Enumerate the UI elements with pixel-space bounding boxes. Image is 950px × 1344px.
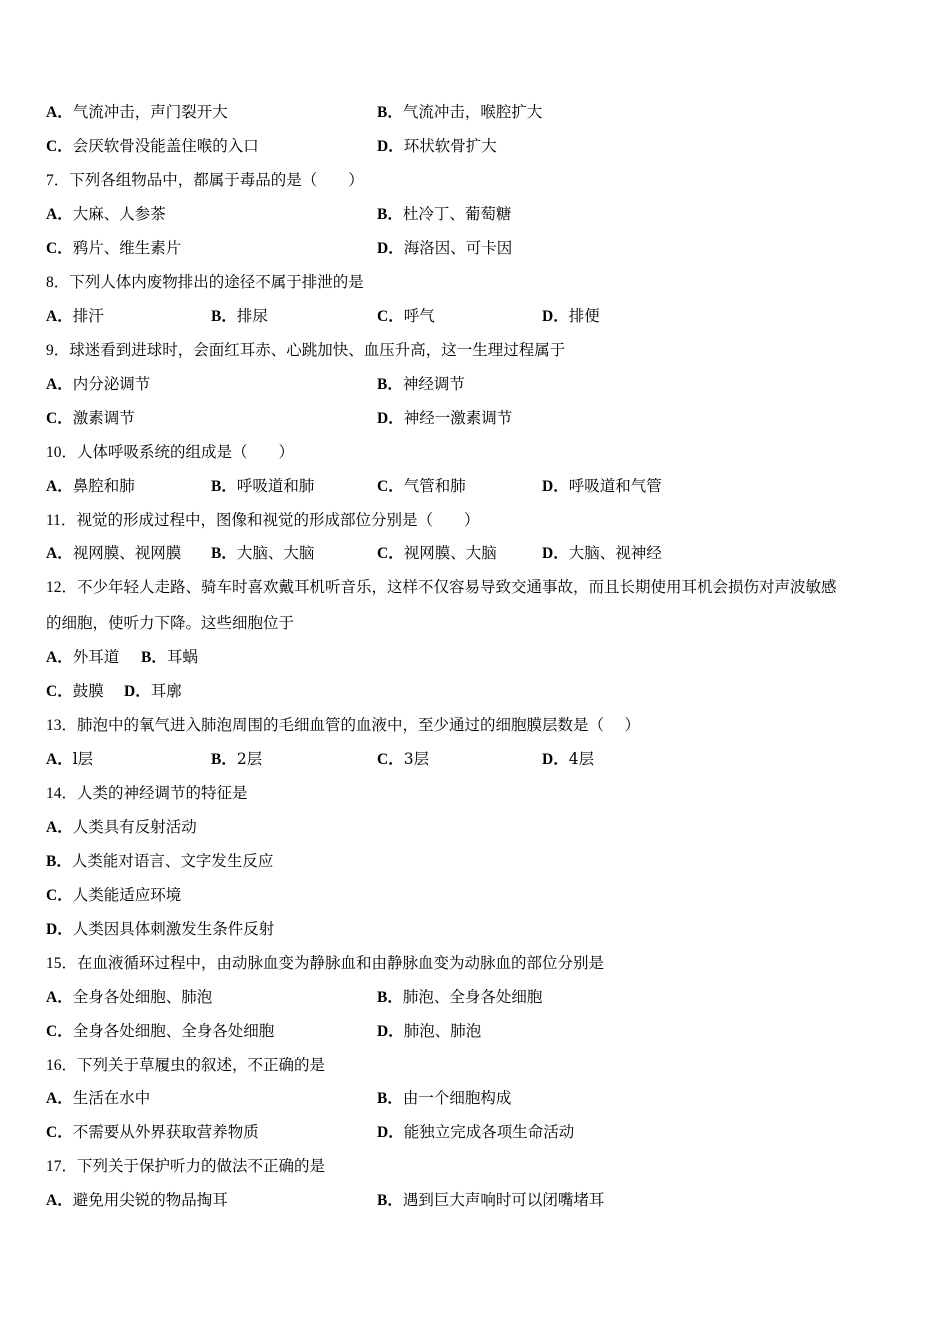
option-label: B． [377, 206, 403, 223]
q6-option-c [46, 136, 259, 157]
option-text: 大脑、大脑 [236, 544, 315, 562]
option-text: 呼吸道和肺 [236, 477, 315, 495]
option-text: 鼻腔和肺 [72, 477, 135, 495]
question-15-stem [46, 953, 604, 974]
option-label: A． [46, 1192, 73, 1209]
option-label: D． [542, 751, 569, 768]
option-text: 遇到巨大声响时可以闭嘴堵耳 [402, 1191, 605, 1209]
option-text: 耳蜗 [166, 648, 198, 666]
question-11-option-d [542, 543, 662, 564]
question-12-stem-continued [46, 613, 294, 633]
option-label: B． [377, 104, 403, 121]
option-label: A． [46, 308, 73, 325]
question-12-option-a [46, 647, 119, 668]
question-7-option-b [377, 204, 511, 225]
question-17-option-a [46, 1190, 228, 1211]
option-text: 内分泌调节 [72, 375, 151, 393]
question-number: 15． [46, 955, 78, 972]
option-text: 呼吸道和气管 [568, 477, 662, 495]
question-17-stem [46, 1156, 325, 1177]
question-10-option-b [211, 476, 314, 497]
option-label: D． [377, 138, 404, 155]
question-15-option-b [377, 987, 542, 1008]
option-text: 鸦片、维生素片 [72, 239, 182, 257]
question-8-option-d [542, 306, 600, 327]
question-14-stem [46, 783, 248, 804]
question-10-option-d [542, 476, 662, 497]
option-text: 环状软骨扩大 [403, 137, 497, 155]
option-label: A． [46, 545, 73, 562]
option-label: A． [46, 206, 73, 223]
option-text: 气流冲击，喉腔扩大 [402, 103, 543, 121]
question-11-option-c [377, 543, 497, 564]
question-10-option-c [377, 476, 466, 497]
option-text: 气流冲击，声门裂开大 [72, 103, 228, 121]
option-label: D． [377, 1023, 404, 1040]
option-label: C． [46, 1124, 73, 1141]
question-8-option-b [211, 306, 268, 327]
question-text: 视觉的形成过程中，图像和视觉的形成部位分别是（ ） [76, 511, 480, 529]
question-10-stem [46, 442, 294, 463]
option-text: 排便 [568, 307, 600, 325]
option-label: B． [377, 989, 403, 1006]
option-label: D． [542, 545, 569, 562]
question-9-option-c [46, 408, 135, 429]
option-text: 大麻、人参茶 [72, 205, 166, 223]
question-14-option-b [46, 851, 273, 872]
question-16-option-b [377, 1088, 511, 1109]
option-label: C． [46, 240, 73, 257]
option-text: 避免用尖锐的物品掏耳 [72, 1191, 228, 1209]
option-label: C． [46, 683, 73, 700]
question-text: 在血液循环过程中，由动脉血变为静脉血和由静脉血变为动脉血的部位分别是 [77, 954, 605, 972]
option-text: 3层 [403, 750, 430, 768]
question-text: 下列人体内废物排出的途径不属于排泄的是 [69, 273, 364, 291]
option-text: 不需要从外界获取营养物质 [72, 1123, 259, 1141]
question-11-stem [46, 510, 479, 531]
question-text: 不少年轻人走路、骑车时喜欢戴耳机听音乐，这样不仅容易导致交通事故，而且长期使用耳机会损伤对声波敏感 [77, 578, 837, 596]
question-16-stem [46, 1055, 325, 1076]
option-label: D． [377, 240, 404, 257]
question-9-option-b [377, 374, 465, 395]
question-text: 人体呼吸系统的组成是（ ） [77, 443, 295, 461]
question-7-stem [46, 170, 364, 191]
question-9-option-d [377, 408, 512, 429]
question-text: 下列关于保护听力的做法不正确的是 [77, 1157, 326, 1175]
question-7-option-a [46, 204, 166, 225]
option-text: 人类因具体刺激发生条件反射 [72, 920, 275, 938]
option-label: A． [46, 104, 73, 121]
option-label: B． [46, 853, 72, 870]
question-number: 10． [46, 444, 78, 461]
question-16-option-d [377, 1122, 574, 1143]
question-7-option-d [377, 238, 512, 259]
option-label: B． [211, 478, 237, 495]
question-11-option-a [46, 543, 181, 564]
option-text: 鼓膜 [72, 682, 104, 700]
question-8-option-a [46, 306, 104, 327]
option-label: D． [542, 478, 569, 495]
option-label: C． [46, 138, 73, 155]
option-text: 由一个细胞构成 [402, 1089, 512, 1107]
question-11-option-b [211, 543, 314, 564]
question-13-option-a [46, 749, 93, 770]
option-text: 耳廓 [150, 682, 182, 700]
question-13-stem [46, 715, 640, 736]
question-12-option-b [141, 647, 198, 668]
question-number: 14． [46, 785, 78, 802]
option-label: C． [46, 410, 73, 427]
option-label: B． [377, 1090, 403, 1107]
question-text: 人类的神经调节的特征是 [77, 784, 248, 802]
option-label: B． [141, 649, 167, 666]
option-text: 2层 [236, 750, 263, 768]
question-7-option-c [46, 238, 181, 259]
option-text: 视网膜、视网膜 [72, 544, 182, 562]
option-label: B． [211, 545, 237, 562]
question-14-option-c [46, 885, 181, 906]
option-label: C． [377, 308, 404, 325]
option-label: A． [46, 1090, 73, 1107]
question-number: 11． [46, 512, 77, 529]
question-16-option-a [46, 1088, 150, 1109]
option-label: A． [46, 649, 73, 666]
question-12-option-d [124, 681, 182, 702]
question-text: 的细胞，使听力下降。这些细胞位于 [46, 614, 295, 632]
option-text: 杜冷丁、葡萄糖 [402, 205, 512, 223]
question-number: 16． [46, 1057, 78, 1074]
q6-option-a [46, 102, 228, 123]
option-text: 肺泡、全身各处细胞 [402, 988, 543, 1006]
option-text: 全身各处细胞、肺泡 [72, 988, 213, 1006]
question-9-option-a [46, 374, 150, 395]
question-number: 17． [46, 1158, 78, 1175]
option-text: 4层 [568, 750, 595, 768]
question-12-option-c [46, 681, 104, 702]
question-number: 13． [46, 717, 78, 734]
question-text: 球迷看到进球时，会面红耳赤、心跳加快、血压升高，这一生理过程属于 [69, 341, 566, 359]
question-13-option-d [542, 749, 594, 770]
option-text: 排尿 [236, 307, 268, 325]
option-label: D． [124, 683, 151, 700]
option-label: C． [377, 751, 404, 768]
option-label: D． [542, 308, 569, 325]
question-15-option-d [377, 1021, 481, 1042]
option-text: 视网膜、大脑 [403, 544, 497, 562]
option-label: C． [377, 478, 404, 495]
question-13-option-b [211, 749, 262, 770]
question-14-option-d [46, 919, 274, 940]
option-text: 生活在水中 [72, 1089, 151, 1107]
question-10-option-a [46, 476, 135, 497]
option-label: A． [46, 478, 73, 495]
option-label: A． [46, 751, 73, 768]
option-text: l层 [72, 750, 94, 768]
option-text: 神经调节 [402, 375, 465, 393]
option-text: 外耳道 [72, 648, 120, 666]
option-text: 气管和肺 [403, 477, 466, 495]
option-label: C． [377, 545, 404, 562]
option-text: 激素调节 [72, 409, 135, 427]
option-text: 全身各处细胞、全身各处细胞 [72, 1022, 275, 1040]
option-label: A． [46, 989, 73, 1006]
question-number: 7． [46, 172, 70, 189]
question-text: 下列关于草履虫的叙述，不正确的是 [77, 1056, 326, 1074]
option-text: 人类能对语言、文字发生反应 [71, 852, 274, 870]
option-label: D． [46, 921, 73, 938]
q6-option-d [377, 136, 497, 157]
question-16-option-c [46, 1122, 259, 1143]
option-text: 大脑、视神经 [568, 544, 662, 562]
option-label: D． [377, 410, 404, 427]
option-label: B． [211, 751, 237, 768]
option-label: A． [46, 819, 73, 836]
question-15-option-a [46, 987, 212, 1008]
option-label: D． [377, 1124, 404, 1141]
option-text: 人类能适应环境 [72, 886, 182, 904]
question-text: 下列各组物品中，都属于毒品的是（ ） [69, 171, 364, 189]
option-label: B． [211, 308, 237, 325]
question-number: 12． [46, 579, 78, 596]
option-text: 会厌软骨没能盖住喉的入口 [72, 137, 259, 155]
option-text: 肺泡、肺泡 [403, 1022, 482, 1040]
question-14-option-a [46, 817, 197, 838]
option-text: 能独立完成各项生命活动 [403, 1123, 575, 1141]
option-text: 呼气 [403, 307, 435, 325]
question-9-stem [46, 340, 565, 361]
option-label: A． [46, 376, 73, 393]
question-number: 9． [46, 342, 70, 359]
question-text: 肺泡中的氧气进入肺泡周围的毛细血管的血液中，至少通过的细胞膜层数是（ ） [77, 716, 640, 734]
question-number: 8． [46, 274, 70, 291]
question-13-option-c [377, 749, 429, 770]
question-17-option-b [377, 1190, 604, 1211]
option-text: 排汗 [72, 307, 104, 325]
option-text: 神经一激素调节 [403, 409, 513, 427]
option-text: 人类具有反射活动 [72, 818, 197, 836]
question-8-option-c [377, 306, 435, 327]
question-8-stem [46, 272, 364, 293]
option-label: C． [46, 887, 73, 904]
option-text: 海洛因、可卡因 [403, 239, 513, 257]
option-label: B． [377, 1192, 403, 1209]
question-12-stem [46, 577, 837, 598]
option-label: C． [46, 1023, 73, 1040]
q6-option-b [377, 102, 542, 123]
option-label: B． [377, 376, 403, 393]
question-15-option-c [46, 1021, 274, 1042]
